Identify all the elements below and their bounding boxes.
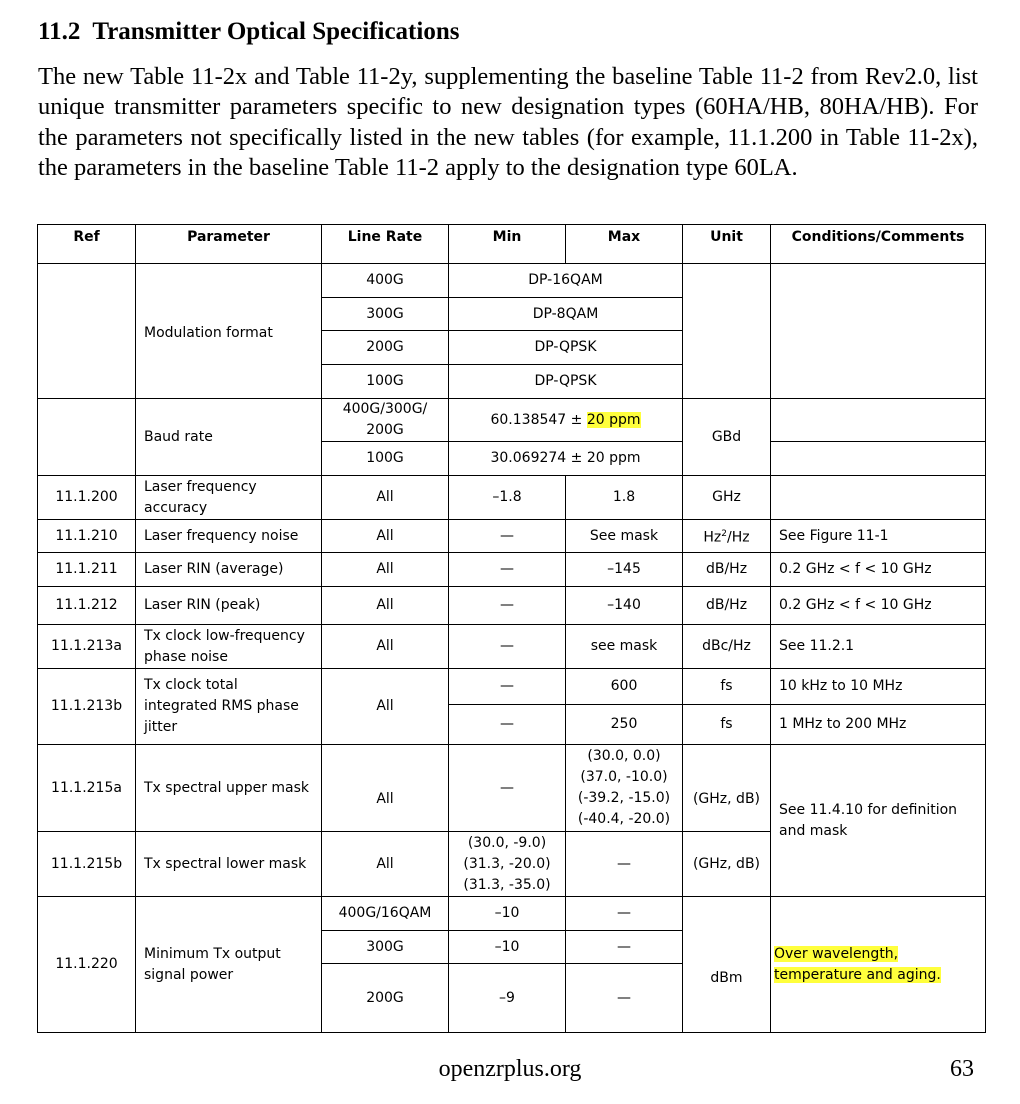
- min-cell: –1.8: [449, 476, 566, 520]
- table-row: [38, 669, 986, 705]
- rate-cell: 300G: [322, 298, 449, 331]
- min-cell: –10: [449, 931, 566, 964]
- cond-cell: 0.2 GHz < f < 10 GHz: [771, 553, 986, 587]
- highlighted-text: Over wavelength,: [774, 945, 899, 962]
- min-cell: —: [449, 553, 566, 587]
- unit-cell: dB/Hz: [683, 587, 771, 625]
- table-row: [38, 625, 986, 669]
- highlighted-text: 20 ppm: [586, 411, 641, 428]
- rate-cell: All: [322, 669, 449, 745]
- max-cell: —: [566, 897, 683, 931]
- mask-point: (30.0, 0.0): [587, 748, 661, 764]
- value-cell: DP-QPSK: [449, 331, 683, 365]
- rate-cell: 200G: [322, 331, 449, 365]
- highlighted-text: temperature and aging.: [774, 966, 941, 983]
- max-cell: —: [566, 931, 683, 964]
- param-cell: Tx spectral lower mask: [136, 832, 322, 897]
- min-cell: —: [449, 520, 566, 553]
- value-cell: [449, 399, 683, 442]
- max-cell: —: [566, 964, 683, 1033]
- param-cell: Modulation format: [136, 264, 322, 399]
- unit-cell: dB/Hz: [683, 553, 771, 587]
- cond-cell: 0.2 GHz < f < 10 GHz: [771, 587, 986, 625]
- max-cell: 250: [566, 705, 683, 745]
- ref-cell: [38, 264, 136, 399]
- unit-cell: dBc/Hz: [683, 625, 771, 669]
- unit-cell: GHz: [683, 476, 771, 520]
- rate-cell: 300G: [322, 931, 449, 964]
- param-cell: Laser RIN (average): [136, 553, 322, 587]
- header-min: Min: [449, 225, 566, 264]
- footer-site: openzrplus.org: [438, 1056, 582, 1082]
- rate-cell: 100G: [322, 365, 449, 399]
- rate-cell: All: [322, 520, 449, 553]
- ref-cell: 11.1.213a: [38, 625, 136, 669]
- table-row: [38, 264, 986, 298]
- unit-base: Hz: [703, 529, 722, 546]
- min-cell: —: [449, 705, 566, 745]
- param-cell: Tx clock low-frequency phase noise: [136, 625, 322, 669]
- ref-cell: [38, 399, 136, 476]
- table-row: [38, 745, 986, 832]
- table-row: [38, 897, 986, 931]
- min-cell: –10: [449, 897, 566, 931]
- unit-cell: [683, 264, 771, 399]
- rate-cell: 400G: [322, 264, 449, 298]
- value-cell: DP-8QAM: [449, 298, 683, 331]
- table-row: [38, 520, 986, 553]
- max-cell: [566, 745, 683, 832]
- rate-cell: All: [322, 625, 449, 669]
- unit-cell: fs: [683, 705, 771, 745]
- header-max: Max: [566, 225, 683, 264]
- max-cell: See mask: [566, 520, 683, 553]
- cond-cell: 10 kHz to 10 MHz: [771, 669, 986, 705]
- min-cell: —: [449, 587, 566, 625]
- rate-cell: All: [322, 476, 449, 520]
- max-cell: 600: [566, 669, 683, 705]
- value-cell: 30.069274 ± 20 ppm: [449, 442, 683, 476]
- mask-point: (31.3, -20.0): [463, 855, 551, 872]
- max-cell: —: [566, 832, 683, 897]
- unit-cell: (GHz, dB): [683, 745, 771, 832]
- cond-cell: See Figure 11-1: [771, 520, 986, 553]
- section-title: Transmitter Optical Specifications: [92, 18, 460, 45]
- header-unit: Unit: [683, 225, 771, 264]
- rate-cell: All: [322, 832, 449, 897]
- min-cell: [449, 832, 566, 897]
- max-cell: see mask: [566, 625, 683, 669]
- cond-cell: [771, 476, 986, 520]
- ref-cell: 11.1.220: [38, 897, 136, 1033]
- table-row: [38, 587, 986, 625]
- param-cell: Laser RIN (peak): [136, 587, 322, 625]
- cond-cell: [771, 442, 986, 476]
- baud-value: 60.138547 ±: [490, 411, 587, 428]
- min-cell: —: [449, 625, 566, 669]
- header-ref: Ref: [38, 225, 136, 264]
- mask-point: (37.0, -10.0): [580, 769, 668, 785]
- ref-cell: 11.1.213b: [38, 669, 136, 745]
- ref-cell: 11.1.210: [38, 520, 136, 553]
- param-cell: Laser frequency accuracy: [136, 476, 322, 520]
- rate-cell: All: [322, 587, 449, 625]
- value-cell: DP-QPSK: [449, 365, 683, 399]
- ref-cell: 11.1.215a: [38, 745, 136, 832]
- header-line-rate: Line Rate: [322, 225, 449, 264]
- max-cell: –145: [566, 553, 683, 587]
- unit-cell: GBd: [683, 399, 771, 476]
- rate-cell: All: [322, 745, 449, 832]
- min-cell: —: [449, 669, 566, 705]
- header-parameter: Parameter: [136, 225, 322, 264]
- cond-cell: [771, 264, 986, 399]
- param-cell: Baud rate: [136, 399, 322, 476]
- unit-cell: dBm: [683, 897, 771, 1033]
- cond-cell: See 11.2.1: [771, 625, 986, 669]
- section-heading: [38, 18, 459, 46]
- page-number: 63: [950, 1056, 974, 1082]
- rate-cell: 200G: [322, 964, 449, 1033]
- cond-cell: 1 MHz to 200 MHz: [771, 705, 986, 745]
- mask-point: (30.0, -9.0): [467, 834, 547, 851]
- ref-cell: 11.1.212: [38, 587, 136, 625]
- param-cell: Laser frequency noise: [136, 520, 322, 553]
- intro-paragraph: The new Table 11-2x and Table 11-2y, supplementing the baseline Table 11-2 from Rev2.0, list unique transmitter parameters specific to new designation types (60HA/HB, 80HA/HB). For the parameters not specifically listed in the new tables (for example, 11.1.200 in Table 11-2x), the parameters in the baseline Table 11-2 apply to the designation type 60LA.: [38, 63, 978, 182]
- cond-cell: [771, 897, 986, 1033]
- max-cell: 1.8: [566, 476, 683, 520]
- unit-superscript: 2: [721, 528, 728, 539]
- section-number: 11.2: [38, 18, 81, 45]
- mask-point: (-40.4, -20.0): [577, 811, 671, 827]
- mask-point: (-39.2, -15.0): [577, 790, 671, 806]
- unit-cell: [683, 520, 771, 553]
- unit-cell: (GHz, dB): [683, 832, 771, 897]
- param-cell: Tx clock total integrated RMS phase jitter: [136, 669, 322, 745]
- rate-cell: 400G/300G/ 200G: [322, 399, 449, 442]
- transmitter-spec-table: [37, 224, 986, 1033]
- param-cell: Minimum Tx output signal power: [136, 897, 322, 1033]
- cond-cell: See 11.4.10 for definition and mask: [771, 745, 986, 897]
- min-cell: —: [449, 745, 566, 832]
- cond-cell: [771, 399, 986, 442]
- ref-cell: 11.1.215b: [38, 832, 136, 897]
- header-conditions: Conditions/Comments: [771, 225, 986, 264]
- unit-rest: /Hz: [727, 529, 750, 546]
- rate-cell: All: [322, 553, 449, 587]
- param-cell: Tx spectral upper mask: [136, 745, 322, 832]
- table-row: [38, 476, 986, 520]
- table-row: [38, 553, 986, 587]
- max-cell: –140: [566, 587, 683, 625]
- ref-cell: 11.1.200: [38, 476, 136, 520]
- value-cell: DP-16QAM: [449, 264, 683, 298]
- unit-cell: fs: [683, 669, 771, 705]
- table-row: [38, 399, 986, 442]
- table-header-row: [38, 225, 986, 264]
- ref-cell: 11.1.211: [38, 553, 136, 587]
- min-cell: –9: [449, 964, 566, 1033]
- rate-cell: 100G: [322, 442, 449, 476]
- rate-cell: 400G/16QAM: [322, 897, 449, 931]
- mask-point: (31.3, -35.0): [463, 876, 551, 893]
